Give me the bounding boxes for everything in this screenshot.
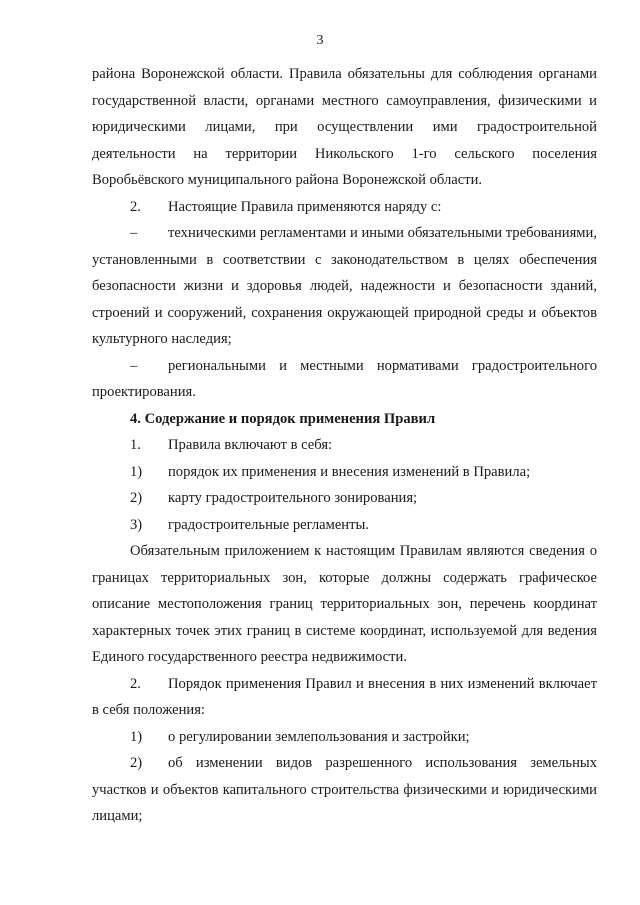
dash-item-2: [92, 353, 597, 406]
clause-2-number: 2.: [130, 198, 141, 215]
provision-item-1: [92, 724, 597, 751]
section-clause-2-number: 2.: [130, 675, 141, 692]
list-item-2-text: карту градостроительного зонирования;: [168, 490, 418, 506]
provision-item-2-number: 2): [130, 755, 143, 771]
dash-item-1-text: техническими регламентами и иными обязательными требованиями, установленными в соответствии с законодательством в целях обеспечения безопасности жизни и здоровья людей, надежности и безопасности зданий, строений и сооружений, сохранения окружающей природной среды и объектов культурного наследия;: [92, 225, 597, 347]
clause-2-text: Настоящие Правила применяются наряду с:: [168, 198, 442, 215]
section-clause-2: [92, 671, 597, 724]
list-item-3-number: 3): [130, 516, 143, 533]
dash-item-1: [92, 220, 597, 353]
section-heading: 4. Содержание и порядок применения Правил: [130, 410, 436, 427]
section-clause-1: [92, 432, 597, 459]
clause-2: [92, 194, 597, 221]
list-item-1-number: 1): [130, 463, 143, 480]
provision-item-2-text: об изменении видов разрешенного использования земельных участков и объектов капитального строительства физическими и юридическими лицами;: [92, 755, 597, 824]
list-item-3-text: градостроительные регламенты.: [168, 516, 369, 533]
list-item-3: [92, 512, 597, 539]
dash-item-2-text: региональными и местными нормативами градостроительного проектирования.: [92, 357, 597, 400]
dash-item-2-marker: –: [130, 357, 138, 374]
section-clause-1-number: 1.: [130, 437, 141, 453]
list-item-1: [92, 459, 597, 486]
list-item-2: [92, 485, 597, 512]
section-clause-1-text: Правила включают в себя:: [168, 437, 333, 453]
intro-paragraph: района Воронежской области. Правила обязательны для соблюдения органами государственной власти, органами местного самоуправления, физическими и юридическими лицами, при осуществлении ими градостроительной деятельности на территории Никольского 1-го сельского поселения Воробьёвского муниципального района Воронежской области.: [92, 66, 597, 188]
provision-item-1-text: о регулировании землепользования и застройки;: [168, 728, 470, 745]
document-body: [92, 61, 597, 830]
appendix-paragraph: Обязательным приложением к настоящим Правилам являются сведения о границах территориальных зон, которые должны содержать графическое описание местоположения границ территориальных зон, перечень координат характерных точек этих границ в системе координат, используемой для ведения Единого государственного реестра недвижимости.: [92, 543, 597, 665]
page-number: 3: [316, 33, 324, 48]
provision-item-2: [92, 750, 597, 830]
provision-item-1-number: 1): [130, 728, 143, 745]
section-clause-2-text: Порядок применения Правил и внесения в них изменений включает в себя положения:: [92, 675, 597, 718]
list-item-2-number: 2): [130, 490, 143, 506]
list-item-1-text: порядок их применения и внесения изменений в Правила;: [168, 463, 531, 480]
dash-item-1-marker: –: [130, 225, 138, 241]
